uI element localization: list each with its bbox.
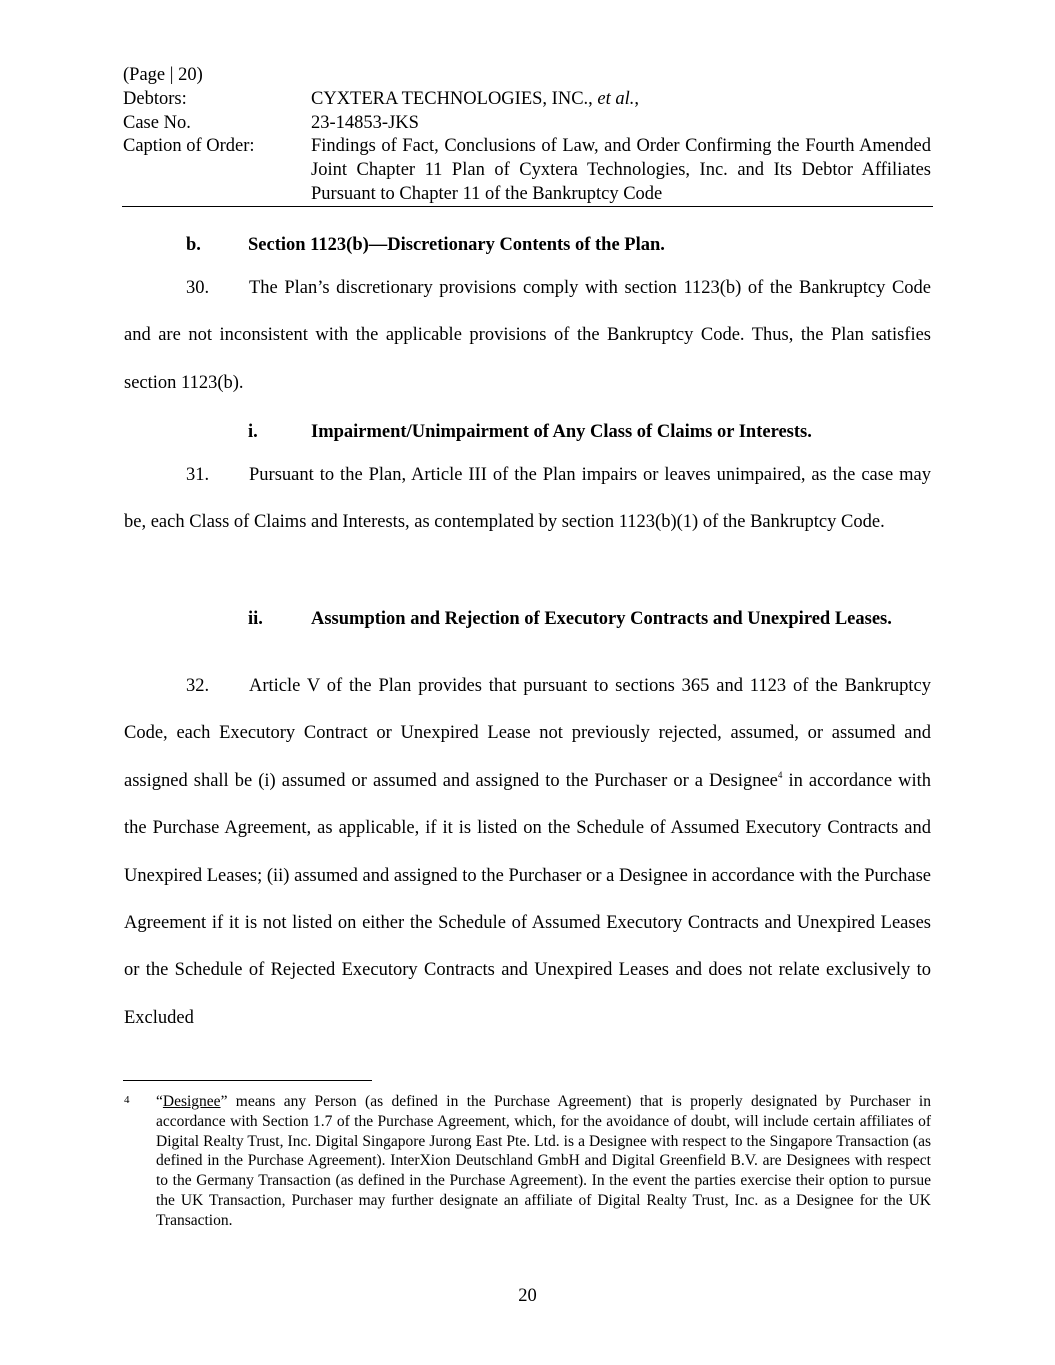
footnote-text	[156, 1092, 931, 1231]
debtors-name: CYXTERA TECHNOLOGIES, INC.,	[311, 89, 593, 109]
footnote-open-quote: “	[156, 1093, 163, 1110]
header-rule	[122, 206, 933, 207]
paragraph-32-text-b: in accordance with the Purchase Agreement, as applicable, if it is listed on the Schedule of Assumed Executory Contracts and Unexpired Leases; (ii) assumed and assigned to the Purchaser or a Designee in accordance with the Purchase Agreement if it is not listed on either the Schedule of Assumed Executory Contracts and Unexpired Leases or the Schedule of Rejected Executory Contracts and Unexpired Leases and does not relate exclusively to Excluded	[124, 770, 931, 1028]
debtors-suffix: ,	[634, 89, 640, 109]
page-label: (Page | 20)	[123, 65, 203, 85]
debtors-etal: et al.	[597, 89, 635, 109]
case-label: Case No.	[123, 113, 191, 133]
footnote-separator	[123, 1080, 372, 1081]
footnote-reference[interactable]: 4	[777, 769, 783, 780]
debtors-label: Debtors:	[123, 89, 187, 109]
section-b-title: Section 1123(b)—Discretionary Contents of the Plan.	[248, 235, 665, 255]
paragraph-32-text-a: Article V of the Plan provides that pursuant to sections 365 and 1123 of the Bankruptcy Code, each Executory Contract or Unexpired Lease not previously rejected, assumed, or assumed and assigned shall be (i) assumed or assumed and assigned to the Purchaser or a Designee	[124, 676, 931, 791]
paragraph-30	[124, 265, 931, 407]
page-number: 20	[518, 1286, 537, 1306]
paragraph-31-text: Pursuant to the Plan, Article III of the Plan impairs or leaves unimpaired, as the case may be, each Class of Claims and Interests, as contemplated by section 1123(b)(1) of the Bankruptcy Code.	[124, 465, 931, 533]
paragraph-30-number: 30.	[186, 278, 210, 298]
paragraph-32-number: 32.	[186, 676, 210, 696]
caption-value: Findings of Fact, Conclusions of Law, and Order Confirming the Fourth Amended Joint Chapter 11 Plan of Cyxtera Technologies, Inc. and Its Debtor Affiliates Pursuant to Chapter 11 of the Bankruptcy Code	[311, 136, 931, 204]
section-b-marker: b.	[186, 235, 201, 255]
footnote-number: 4	[124, 1094, 130, 1106]
section-ii-title: Assumption and Rejection of Executory Contracts and Unexpired Leases.	[311, 609, 892, 629]
paragraph-31-number: 31.	[186, 465, 210, 485]
footnote-term: Designee	[162, 1093, 221, 1110]
footnote-body: ” means any Person (as defined in the Purchase Agreement) that is properly designated by Purchaser in accordance with Section 1.7 of the Purchase Agreement, which, for the avoidance of doubt, will include certain affiliates of Digital Realty Trust, Inc. Digital Singapore Jurong East Pte. Ltd. is a Designee with respect to the Singapore Transaction (as defined in the Purchase Agreement). InterXion Deutschland GmbH and Digital Greenfield B.V. are Designees with respect to the Germany Transaction (as defined in the Purchase Agreement). In the event the parties exercise their option to pursue the UK Transaction, Purchaser may further designate an affiliate of Digital Realty Trust, Inc. as a Designee for the UK Transaction.	[156, 1093, 931, 1229]
paragraph-32	[124, 663, 931, 1042]
case-value: 23-14853-JKS	[311, 113, 419, 133]
caption-label: Caption of Order:	[123, 136, 255, 156]
debtors-value	[311, 87, 639, 111]
section-i-marker: i.	[248, 422, 258, 442]
paragraph-30-text: The Plan’s discretionary provisions comply with section 1123(b) of the Bankruptcy Code and are not inconsistent with the applicable provisions of the Bankruptcy Code. Thus, the Plan satisfies section 1123(b).	[124, 278, 931, 393]
paragraph-31	[124, 452, 931, 547]
section-ii-marker: ii.	[248, 609, 263, 629]
section-i-title: Impairment/Unimpairment of Any Class of Claims or Interests.	[311, 422, 812, 442]
